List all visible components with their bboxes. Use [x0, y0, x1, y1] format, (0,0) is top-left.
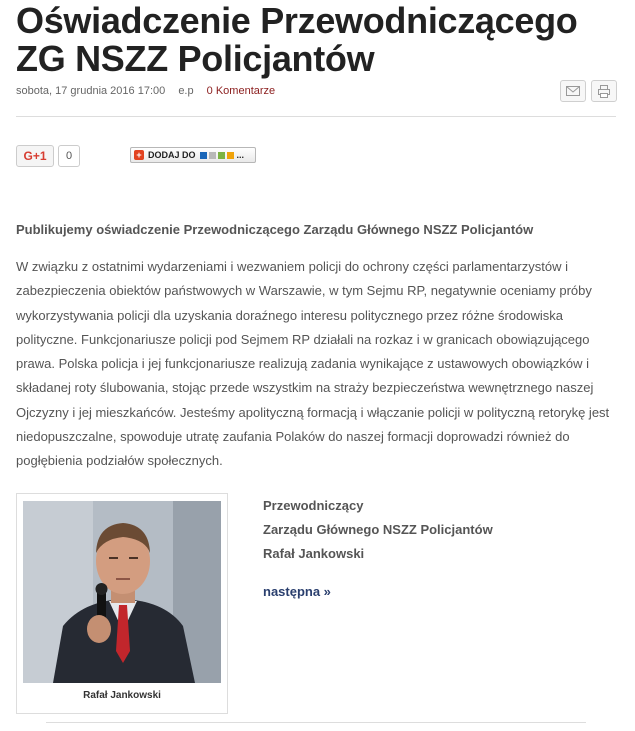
article-date: sobota, 17 grudnia 2016 17:00: [16, 85, 166, 97]
signature-block: [263, 494, 493, 566]
article-body: W związku z ostatnimi wydarzeniami i wezwaniem policji do ochrony części parlamentarzystów i zabezpieczenia obiektów państwowych w Warszawie, w tym Sejmu RP, negatywnie oceniamy próby wykorzystywania policji dla uzyskania doraźnego interesu politycznego przez różne środowiska polityczne. Funkcjonariusze policji pod Sejmem RP działali na rozkaz i w granicach obowiązującego prawa. Polska policja i jej funkcjonariusze realizują zadania wynikające z ustawowych obowiązków i składanej roty ślubowania, stojąc przede wszystkim na straży bezpieczeństwa wewnętrznego naszej Ojczyzny i jej mieszkańców. Jesteśmy apolityczną formacją i włączanie policji w polityczną retorykę jest niedopuszczalne, spowoduje utratę zaufania Polaków do naszej formacji doprowadzi również do pogłębienia podziałów społecznych.: [16, 259, 610, 469]
plus-icon: +: [134, 150, 144, 160]
photo-caption: Rafał Jankowski: [83, 690, 161, 701]
add-to-more: ...: [236, 150, 245, 160]
speaker-illustration: [23, 501, 221, 683]
envelope-icon: [566, 86, 580, 96]
article-author: e.p: [178, 85, 194, 97]
meta-divider: [16, 116, 616, 117]
add-to-label: DODAJ DO: [148, 150, 196, 160]
speaker-photo: [23, 501, 221, 683]
next-article-link[interactable]: następna »: [263, 584, 331, 599]
signature-title: Przewodniczący: [263, 498, 364, 513]
signature-organization: Zarządu Głównego NSZZ Policjantów: [263, 522, 493, 537]
add-to-button[interactable]: [130, 147, 256, 163]
article-lead: Publikujemy oświadczenie Przewodniczącego Zarządu Głównego NSZZ Policjantów: [16, 222, 534, 237]
article-meta: [16, 85, 285, 97]
article-title: Oświadczenie Przewodniczącego ZG NSZZ Policjantów: [16, 0, 578, 79]
share-service-icon: [218, 152, 225, 159]
share-service-icon: [227, 152, 234, 159]
email-button[interactable]: [560, 80, 586, 102]
print-button[interactable]: [591, 80, 617, 102]
photo-figure: [16, 493, 228, 714]
bottom-divider: [46, 722, 586, 723]
printer-icon: [598, 85, 610, 98]
gplus-count: 0: [58, 145, 80, 167]
share-service-icon: [209, 152, 216, 159]
signature-name: Rafał Jankowski: [263, 546, 365, 561]
gplus-button[interactable]: G+1: [16, 145, 54, 167]
comments-link[interactable]: 0 Komentarze: [206, 85, 276, 97]
share-service-icon: [200, 152, 207, 159]
